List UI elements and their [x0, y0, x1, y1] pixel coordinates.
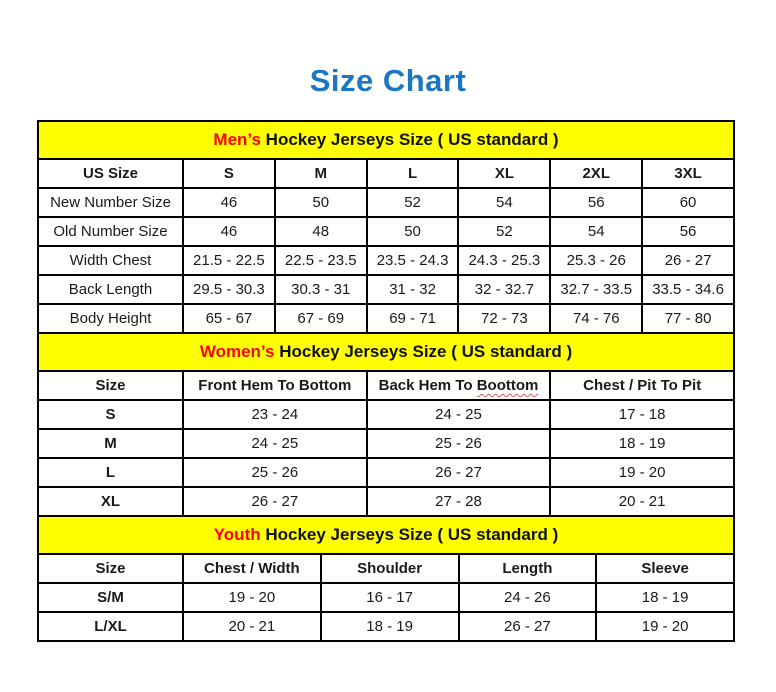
table-cell: 16 - 17 — [321, 583, 459, 612]
table-cell: 77 - 80 — [642, 304, 734, 333]
table-cell: 22.5 - 23.5 — [275, 246, 367, 275]
youth-header-row — [38, 554, 734, 583]
table-cell: 20 - 21 — [183, 612, 321, 641]
table-row — [38, 246, 734, 275]
size-label: M — [38, 429, 183, 458]
table-row — [38, 217, 734, 246]
size-chart-tables — [37, 120, 735, 642]
table-cell: 54 — [550, 217, 642, 246]
table-cell: 56 — [642, 217, 734, 246]
table-cell: 17 - 18 — [550, 400, 734, 429]
mens-col-header: 3XL — [642, 159, 734, 188]
row-label: Width Chest — [38, 246, 183, 275]
table-cell: 18 - 19 — [550, 429, 734, 458]
table-cell: 50 — [367, 217, 459, 246]
table-cell: 67 - 69 — [275, 304, 367, 333]
table-cell: 69 - 71 — [367, 304, 459, 333]
table-cell: 23 - 24 — [183, 400, 367, 429]
womens-size-table — [37, 370, 735, 517]
table-cell: 46 — [183, 217, 275, 246]
mens-size-table — [37, 158, 735, 334]
womens-section — [37, 332, 735, 517]
table-cell: 24.3 - 25.3 — [458, 246, 550, 275]
size-label: S/M — [38, 583, 183, 612]
mens-col-header: XL — [458, 159, 550, 188]
table-cell: 24 - 25 — [183, 429, 367, 458]
womens-col-header — [367, 371, 551, 400]
page-title: Size Chart — [309, 63, 467, 98]
table-cell: 18 - 19 — [596, 583, 734, 612]
table-cell: 19 - 20 — [596, 612, 734, 641]
womens-section-title: Hockey Jerseys Size ( US standard ) — [274, 342, 573, 361]
table-cell: 33.5 - 34.6 — [642, 275, 734, 304]
table-cell: 46 — [183, 188, 275, 217]
mens-header-row — [38, 159, 734, 188]
table-cell: 52 — [458, 217, 550, 246]
youth-section-title: Hockey Jerseys Size ( US standard ) — [260, 525, 559, 544]
table-cell: 25 - 26 — [183, 458, 367, 487]
table-cell: 72 - 73 — [458, 304, 550, 333]
size-label: XL — [38, 487, 183, 516]
womens-col-header: Size — [38, 371, 183, 400]
table-row — [38, 612, 734, 641]
table-cell: 52 — [367, 188, 459, 217]
youth-col-header: Shoulder — [321, 554, 459, 583]
youth-section — [37, 515, 735, 642]
youth-size-table — [37, 553, 735, 642]
table-cell: 26 - 27 — [367, 458, 551, 487]
table-cell: 60 — [642, 188, 734, 217]
size-label: S — [38, 400, 183, 429]
table-cell: 56 — [550, 188, 642, 217]
table-cell: 26 - 27 — [642, 246, 734, 275]
table-row — [38, 304, 734, 333]
row-label: Body Height — [38, 304, 183, 333]
table-cell: 48 — [275, 217, 367, 246]
misspelled-word: Boottom — [476, 377, 539, 394]
youth-section-highlight: Youth — [213, 525, 261, 544]
youth-section-header — [37, 515, 735, 555]
youth-col-header: Sleeve — [596, 554, 734, 583]
row-label: Back Length — [38, 275, 183, 304]
table-cell: 54 — [458, 188, 550, 217]
mens-col-header: S — [183, 159, 275, 188]
womens-col-header-text: Back Hem To — [378, 377, 477, 394]
table-cell: 24 - 25 — [367, 400, 551, 429]
table-row — [38, 429, 734, 458]
table-cell: 26 - 27 — [459, 612, 597, 641]
size-label: L — [38, 458, 183, 487]
table-cell: 32 - 32.7 — [458, 275, 550, 304]
table-cell: 74 - 76 — [550, 304, 642, 333]
womens-section-header — [37, 332, 735, 372]
table-cell: 18 - 19 — [321, 612, 459, 641]
table-cell: 23.5 - 24.3 — [367, 246, 459, 275]
mens-section — [37, 120, 735, 334]
table-cell: 20 - 21 — [550, 487, 734, 516]
row-label: Old Number Size — [38, 217, 183, 246]
table-row — [38, 188, 734, 217]
womens-col-header: Chest / Pit To Pit — [550, 371, 734, 400]
table-cell: 21.5 - 22.5 — [183, 246, 275, 275]
table-row — [38, 400, 734, 429]
mens-col-header: US Size — [38, 159, 183, 188]
table-cell: 30.3 - 31 — [275, 275, 367, 304]
womens-col-header: Front Hem To Bottom — [183, 371, 367, 400]
youth-col-header: Size — [38, 554, 183, 583]
table-cell: 25 - 26 — [367, 429, 551, 458]
table-cell: 50 — [275, 188, 367, 217]
mens-section-title: Hockey Jerseys Size ( US standard ) — [260, 130, 559, 149]
table-row — [38, 458, 734, 487]
table-cell: 19 - 20 — [183, 583, 321, 612]
womens-section-highlight: Women’s — [199, 342, 275, 361]
mens-col-header: 2XL — [550, 159, 642, 188]
size-label: L/XL — [38, 612, 183, 641]
mens-section-highlight: Men’s — [213, 130, 261, 149]
table-cell: 24 - 26 — [459, 583, 597, 612]
mens-section-header — [37, 120, 735, 160]
youth-col-header: Length — [459, 554, 597, 583]
table-cell: 65 - 67 — [183, 304, 275, 333]
table-row — [38, 583, 734, 612]
mens-col-header: M — [275, 159, 367, 188]
table-cell: 27 - 28 — [367, 487, 551, 516]
table-cell: 26 - 27 — [183, 487, 367, 516]
mens-col-header: L — [367, 159, 459, 188]
youth-col-header: Chest / Width — [183, 554, 321, 583]
row-label: New Number Size — [38, 188, 183, 217]
table-cell: 29.5 - 30.3 — [183, 275, 275, 304]
table-row — [38, 275, 734, 304]
table-cell: 31 - 32 — [367, 275, 459, 304]
table-row — [38, 487, 734, 516]
table-cell: 25.3 - 26 — [550, 246, 642, 275]
table-cell: 19 - 20 — [550, 458, 734, 487]
table-cell: 32.7 - 33.5 — [550, 275, 642, 304]
womens-header-row — [38, 371, 734, 400]
